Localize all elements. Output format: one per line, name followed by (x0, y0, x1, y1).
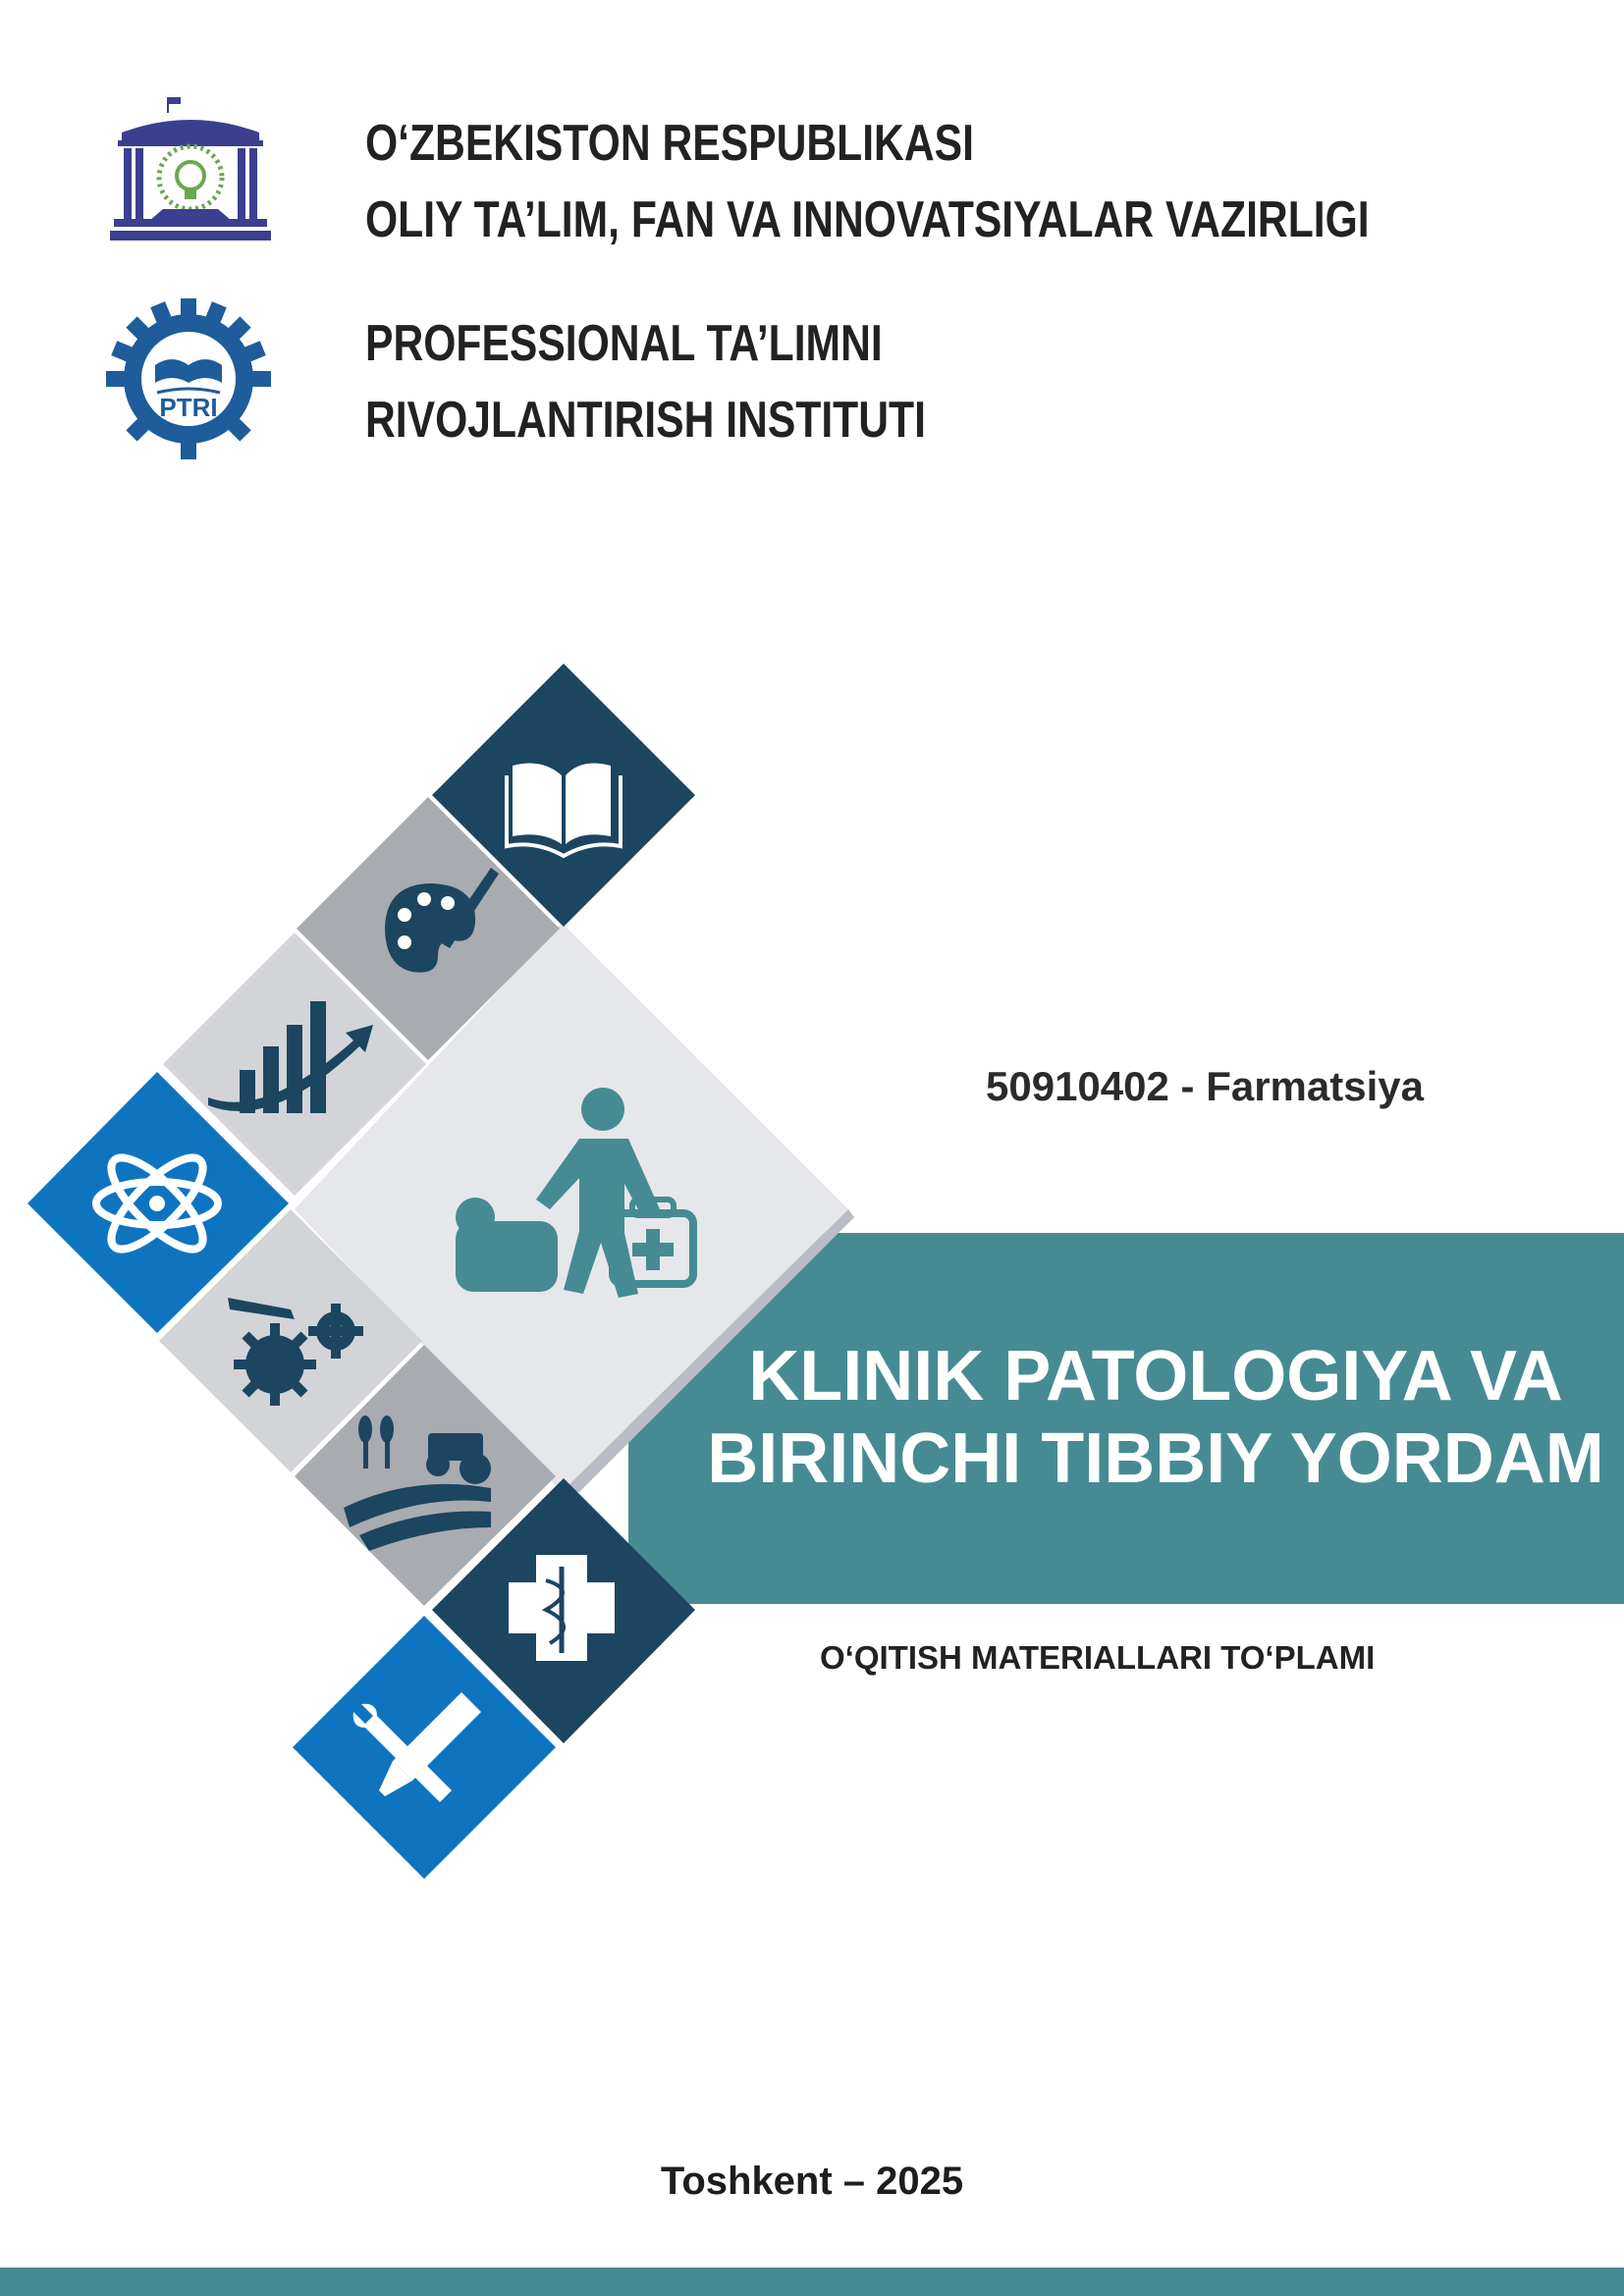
main-title (687, 1335, 1624, 1500)
institute-line-1: PROFESSIONAL TA’LIMNI (365, 315, 883, 372)
institute-line-2: RIVOJLANTIRISH INSTITUTI (365, 392, 926, 449)
subtitle: O‘QITISH MATERIALLARI TO‘PLAMI (820, 1639, 1376, 1676)
main-title-line-2: BIRINCHI TIBBIY YORDAM (707, 1419, 1604, 1498)
footer-city-year: Toshkent – 2025 (660, 2160, 964, 2203)
icon-diamond-mosaic (0, 648, 864, 1904)
ministry-logo (110, 93, 271, 246)
main-title-line-1: KLINIK PATOLOGIYA VA (748, 1337, 1563, 1415)
ptri-logo (98, 296, 279, 463)
ministry-line-2: OLIY TA’LIM, FAN VA INNOVATSIYALAR VAZIRLIGI (365, 191, 1370, 248)
ptri-logo-text: PTRI (159, 393, 218, 422)
ministry-line-1: O‘ZBEKISTON RESPUBLIKASI (365, 115, 974, 172)
specialty-code: 50910402 - Farmatsiya (986, 1063, 1424, 1109)
bottom-bar (0, 2268, 1624, 2296)
